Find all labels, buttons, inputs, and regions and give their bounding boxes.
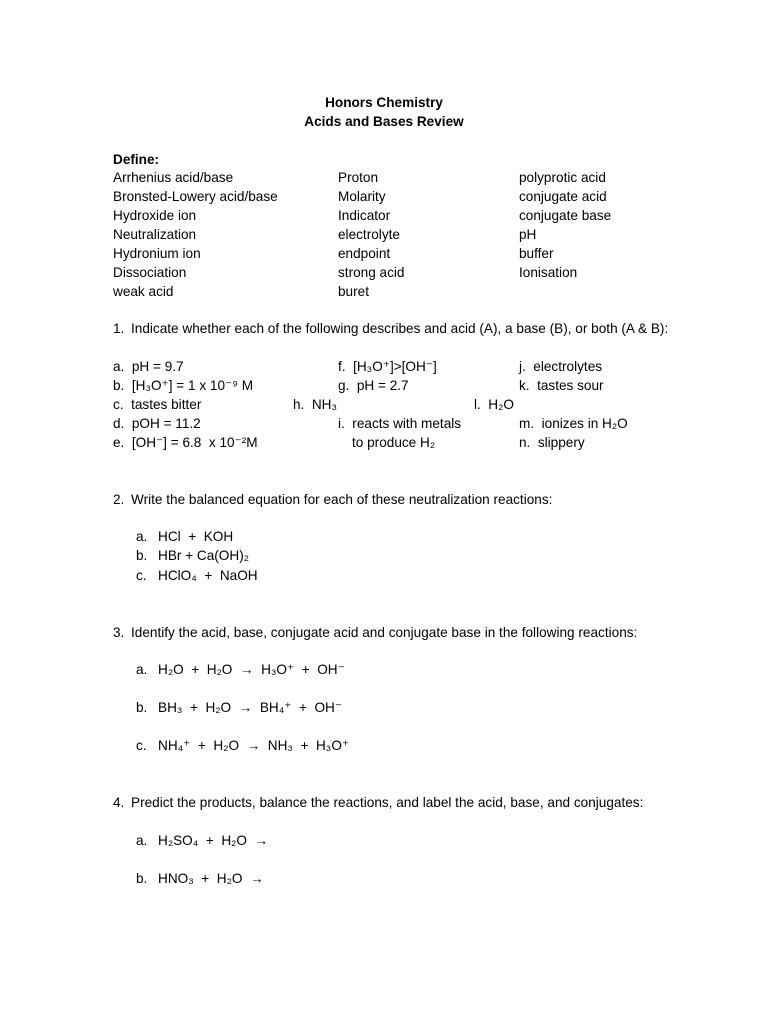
question-number: 3. [113,625,125,640]
define-term: Arrhenius acid/base [113,170,234,185]
answer-item-e [113,433,258,452]
item-label: c. [113,397,124,412]
item-text: [H₃O⁺] = 1 x 10⁻⁹ M [131,378,254,393]
define-term: pH [519,227,537,242]
item-label: i. [338,416,345,431]
item-text: [OH⁻] = 6.8 x 10⁻²M [131,435,258,450]
item-label: a. [136,833,148,848]
question-number: 4. [113,795,125,810]
item-text: slippery [537,435,585,450]
reaction-item [136,831,268,850]
answer-item-k [519,376,604,395]
define-term: strong acid [338,265,405,280]
item-label: a. [136,662,148,677]
define-column-3 [519,168,611,282]
answer-item-g [338,376,409,395]
item-label: g. [338,378,350,393]
define-term: conjugate acid [519,189,607,204]
item-text: H₂O + H₂O → H₃O⁺ + OH⁻ [158,662,345,677]
equation-item [136,527,233,546]
item-text: pOH = 11.2 [131,416,201,431]
define-heading: Define: [113,152,160,167]
item-label: d. [113,416,125,431]
define-term: endpoint [338,246,391,261]
item-label: b. [136,700,148,715]
define-term: Neutralization [113,227,197,242]
item-text: tastes bitter [131,397,202,412]
answer-item-c [113,395,201,414]
item-text: HCl + KOH [158,529,234,544]
answer-item-m [519,414,628,433]
define-term: Ionisation [519,265,578,280]
item-text: H₂SO₄ + H₂O → [158,833,269,848]
define-term: buret [338,284,369,299]
item-label: l. [474,397,481,412]
item-label: f. [338,359,346,374]
item-label: h. [293,397,305,412]
define-term: buffer [519,246,554,261]
define-term: Bronsted-Lowery acid/base [113,189,278,204]
answer-item-a [113,357,184,376]
item-label: k. [519,378,530,393]
item-text: tastes sour [537,378,604,393]
item-label: m. [519,416,535,431]
item-label: e. [113,435,125,450]
item-label: j. [519,359,526,374]
item-text: H₂O [488,397,514,412]
item-text: ionizes in H₂O [541,416,628,431]
item-text: NH₄⁺ + H₂O → NH₃ + H₃O⁺ [158,738,350,753]
answer-item-d [113,414,201,433]
answer-item-h [293,395,337,414]
item-label: c. [136,738,147,753]
question-number: 1. [113,321,125,336]
define-term: polyprotic acid [519,170,606,185]
define-term: Dissociation [113,265,187,280]
item-label: a. [136,529,148,544]
define-term: weak acid [113,284,174,299]
define-term: Molarity [338,189,386,204]
item-text: NH₃ [311,397,338,412]
item-text: pH = 9.7 [131,359,184,374]
define-term: Hydroxide ion [113,208,197,223]
define-term: conjugate base [519,208,612,223]
item-text: [H₃O⁺]>[OH⁻] [353,359,437,374]
item-label: a. [113,359,125,374]
answer-item-f [338,357,437,376]
item-label: b. [136,548,148,563]
define-term: Proton [338,170,379,185]
define-term: Hydronium ion [113,246,201,261]
item-text: BH₃ + H₂O → BH₄⁺ + OH⁻ [158,700,343,715]
reaction-item [136,698,342,717]
answer-item-l [474,395,514,414]
reaction-item [136,660,345,679]
equation-item [136,566,258,585]
answer-item-i [338,414,461,433]
question-2 [113,490,552,509]
define-column-2 [338,168,405,301]
item-text: reacts with metals [352,416,462,431]
item-text: HNO₃ + H₂O → [158,871,264,886]
answer-item-i-continuation: to produce H₂ [352,435,436,450]
question-prompt: Predict the products, balance the reactions, and label the acid, base, and conjugates: [131,795,644,810]
item-label: n. [519,435,531,450]
question-1 [113,319,668,338]
answer-item-j [519,357,602,376]
question-prompt: Identify the acid, base, conjugate acid and conjugate base in the following reactions: [131,625,638,640]
item-text: HClO₄ + NaOH [158,568,258,583]
reaction-item [136,869,264,888]
item-label: c. [136,568,147,583]
define-term: electrolyte [338,227,400,242]
item-text: HBr + Ca(OH)₂ [158,548,250,563]
worksheet-subtitle: Acids and Bases Review [304,114,464,129]
item-label: b. [113,378,125,393]
question-4 [113,793,643,812]
question-number: 2. [113,492,125,507]
answer-item-b [113,376,253,395]
define-column-1 [113,168,278,301]
answer-item-n [519,433,585,452]
item-text: pH = 2.7 [356,378,409,393]
question-prompt: Indicate whether each of the following describes and acid (A), a base (B), or both (A & B): [131,321,669,336]
item-text: electrolytes [533,359,603,374]
question-prompt: Write the balanced equation for each of these neutralization reactions: [131,492,553,507]
worksheet-title: Honors Chemistry [325,95,443,110]
question-3 [113,623,637,642]
item-label: b. [136,871,148,886]
equation-item [136,546,249,565]
reaction-item [136,736,349,755]
define-term: Indicator [338,208,391,223]
